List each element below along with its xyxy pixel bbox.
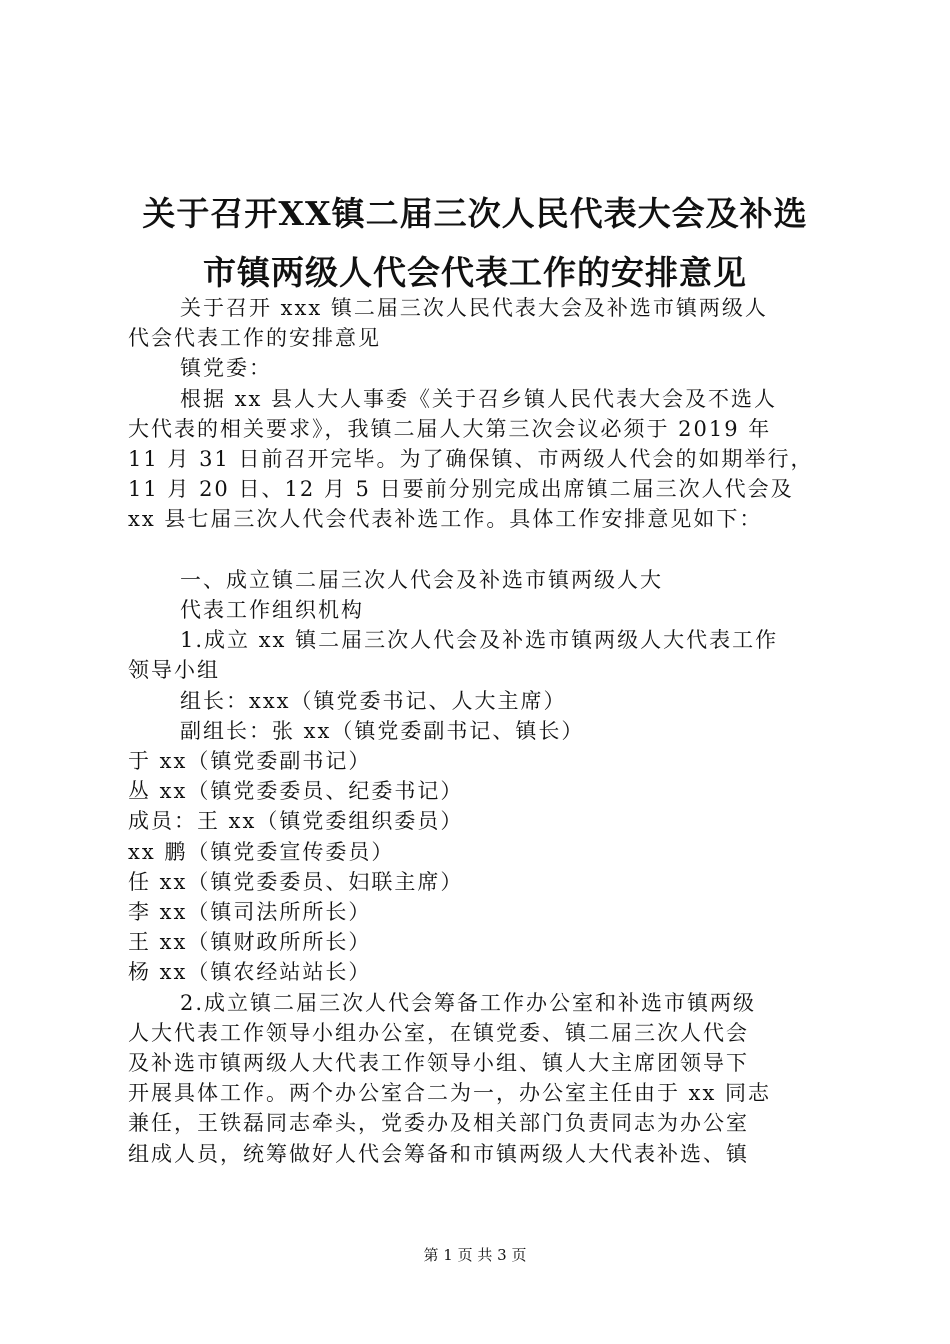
body-line: 人大代表工作领导小组办公室，在镇党委、镇二届三次人代会 xyxy=(128,1020,749,1045)
body-line: 2.成立镇二届三次人代会筹备工作办公室和补选市镇两级 xyxy=(180,990,757,1015)
salutation: 镇党委： xyxy=(180,356,272,381)
body-line: 关于召开 xxx 镇二届三次人民代表大会及补选市镇两级人 xyxy=(180,296,768,320)
body-line: 11 月 31 日前召开完毕。为了确保镇、市两级人代会的如期举行， xyxy=(128,447,814,472)
member-line: 杨 xx（镇农经站站长） xyxy=(128,960,372,985)
member-line: 副组长：张 xx（镇党委副书记、镇长） xyxy=(180,718,585,743)
member-line: 于 xx（镇党委副书记） xyxy=(128,749,372,774)
member-line: 李 xx（镇司法所所长） xyxy=(128,900,372,925)
body-line: 根据 xx 县人大人事委《关于召乡镇人民代表大会及不选人 xyxy=(180,386,778,411)
body-line: 兼任，王铁磊同志牵头，党委办及相关部门负责同志为办公室 xyxy=(128,1111,749,1136)
body-line: 1.成立 xx 镇二届三次人代会及补选市镇两级人大代表工作 xyxy=(180,628,779,653)
blank-line xyxy=(128,535,828,565)
body-line: 11 月 20 日、12 月 5 日要前分别完成出席镇二届三次人代会及 xyxy=(128,477,794,502)
body-line: 组成人员，统筹做好人代会筹备和市镇两级人大代表补选、镇 xyxy=(128,1141,749,1166)
page-footer: 第 1 页 共 3 页 xyxy=(423,1246,527,1264)
section-heading: 代表工作组织机构 xyxy=(180,598,364,623)
body-line: 开展具体工作。两个办公室合二为一，办公室主任由于 xx 同志 xyxy=(128,1081,772,1106)
document-title-line-2: 市镇两级人代会代表工作的安排意见 xyxy=(203,253,747,292)
section-heading: 一、成立镇二届三次人代会及补选市镇两级人大 xyxy=(180,567,663,592)
body-line: xx 县七届三次人代会代表补选工作。具体工作安排意见如下： xyxy=(128,507,763,532)
body-line: 代会代表工作的安排意见 xyxy=(128,326,381,351)
member-line: xx 鹏（镇党委宣传委员） xyxy=(128,839,395,864)
document-body xyxy=(128,293,828,1169)
body-line: 领导小组 xyxy=(128,658,220,683)
member-line: 成员：王 xx（镇党委组织委员） xyxy=(128,809,464,834)
body-line: 大代表的相关要求》，我镇二届人大第三次会议必须于 2019 年 xyxy=(128,416,772,441)
document-title-line-1: 关于召开XX镇二届三次人民代表大会及补选 xyxy=(142,194,808,233)
member-line: 王 xx（镇财政所所长） xyxy=(128,930,372,955)
body-line: 及补选市镇两级人大代表工作领导小组、镇人大主席团领导下 xyxy=(128,1051,749,1076)
member-line: 丛 xx（镇党委委员、纪委书记） xyxy=(128,779,464,804)
member-line: 组长：xxx（镇党委书记、人大主席） xyxy=(180,688,567,713)
member-line: 任 xx（镇党委委员、妇联主席） xyxy=(128,869,464,894)
